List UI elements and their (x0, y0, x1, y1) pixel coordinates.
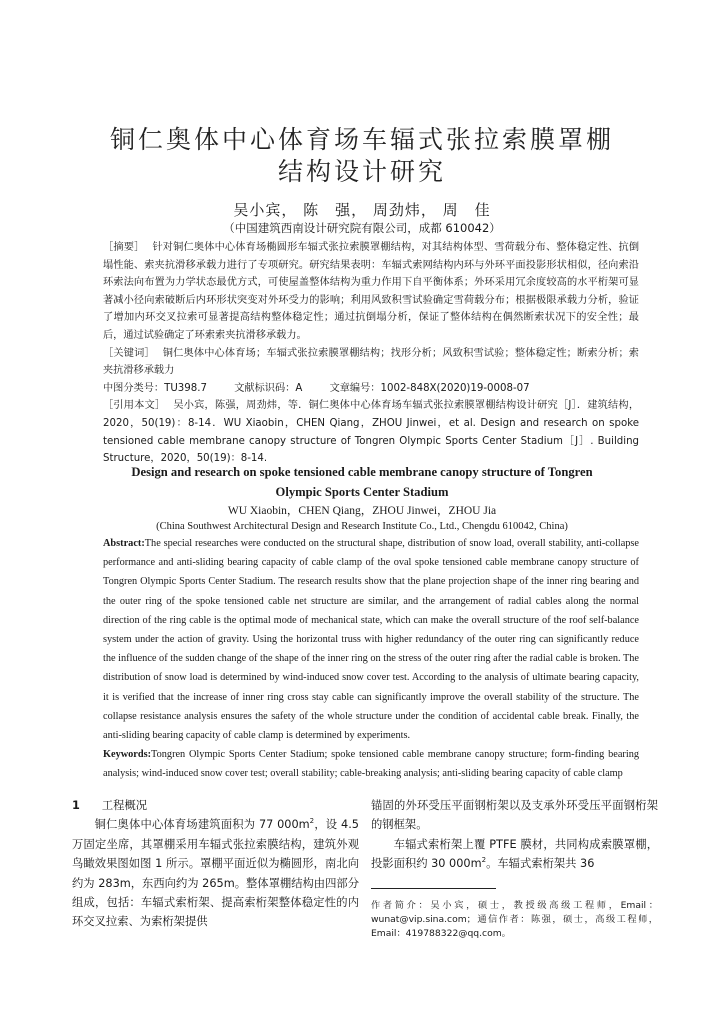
section-heading (72, 796, 359, 815)
keywords-cn (103, 345, 639, 380)
abstract-cn-text: 针对铜仁奥体中心体育场椭圆形车辐式张拉索膜罩棚结构，对其结构体型、雪荷载分布、整体稳定性、抗倒塌性能、索夹抗滑移承载力进行了专项研究。研究结果表明：车辐式索网结构内环与外环平面投影形状相似，径向索沿环索法向布置为力学状态最优方式，可使屋盖整体结构为重力作用下自平衡体系；外环采用冗余度较高的水平桁架可显著减小径向索破断后内环形状突变对外环受力的影响；利用风致积雪试验确定雪荷载分布；根据极限承载力分析，验证了增加内环交叉拉索可显著提高结构整体稳定性；通过抗倒塌分析，保证了整体结构在偶然断索状况下的安全性；最后，通过试验确定了环索索夹抗滑移承载力。 (103, 242, 640, 341)
title-cn-line1: 铜仁奥体中心体育场车辐式张拉索膜罩棚 (109, 125, 614, 154)
footnote-divider (371, 888, 496, 889)
body-column-right (371, 796, 658, 941)
citation-text: 吴小宾，陈强，周劲炜，等．铜仁奥体中心体育场车辐式张拉索膜罩棚结构设计研究［J］．建筑结构，2020，50(19)：8-14．WU Xiaobin，CHEN Qiang，ZHOU Jinwei，et al. Design and research on spoke tensioned cable membrane canopy structure of Tongren Olympic Sports Center Stadium［J］. Building Structure，2020，50(19)：8-14. (103, 400, 640, 465)
authors-cn: 吴小宾， 陈 强， 周劲炜， 周 佳 (233, 201, 491, 219)
body-paragraph (371, 835, 658, 874)
abstract-cn-block (103, 239, 639, 468)
clc-number: 中图分类号：TU398.7 (103, 382, 207, 394)
paper-title-cn (100, 124, 624, 188)
section-title: 工程概况 (101, 799, 148, 812)
body-paragraph-continued: 锚固的外环受压平面钢桁架以及支承外环受压平面钢桁架的钢框架。 (371, 799, 658, 832)
authors-en: WU Xiaobin，CHEN Qiang，ZHOU Jinwei，ZHOU Jia (227, 505, 497, 517)
para1-text-b: ，设 4.5 万固定坐席，其罩棚采用车辐式张拉索膜结构，建筑外观鸟瞰效果图如图 1 所示。罩棚平面近似为椭圆形，南北向约为 283m，东西向约为 265m。整体罩棚结构由四部分组成，包括：车辐式索桁架、提高索桁架整体稳定性的内环交叉拉索、为索桁架提供 (72, 818, 359, 929)
section-number: 1 (72, 799, 80, 812)
abstract-en-text: The special researches were conducted on the structural shape, distribution of snow load, overall stability, anti-collapse performance and anti-sliding bearing capacity of cable clamp of the oval spoke tensioned cable membrane canopy structure of Tongren Olympic Sports Center Stadium. The research results show that the plane projection shape of the inner ring bearing and the outer ring of the spoke tensioned cable net structure are similar, and the arrangement of radial cables along the normal direction of the ring cable is the optimal mode of mechanical state, which can make the overall structure of the roof self-balance system under the action of gravity. Using the horizontal truss with higher redundancy of the outer ring can significantly reduce the influence of the sudden change of the shape of the inner ring on the stress of the outer ring after the radial cable is broken. The distribution of snow load is determined by wind-induced snow cover test. According to the analysis of ultimate bearing capacity, it is verified that the increase of inner ring cross stay cable can significantly improve the overall stability of the structure. The collapse resistance analysis ensures the safety of the whole structure under the condition of accidental cable break. Finally, the anti-sliding bearing capacity of cable clamp is determined by experiments. (103, 538, 639, 742)
title-cn-line2: 结构设计研究 (277, 157, 446, 186)
abstract-en (103, 534, 639, 745)
keywords-en-text: Tongren Olympic Sports Center Stadium; spoke tensioned cable membrane canopy structure; form-finding bearing analysis; wind-induced snow cover test; overall stability; cable-breaking analysis; anti-sliding bearing capacity of cable clamp (103, 749, 639, 780)
keywords-en-label: Keywords: (103, 749, 152, 761)
para1-text-a: 铜仁奥体中心体育场建筑面积为 77 000m (94, 818, 310, 832)
superscript: 2 (309, 817, 315, 826)
body-paragraph (72, 815, 359, 931)
affiliation-cn: （中国建筑西南设计研究院有限公司，成都 610042） (223, 221, 501, 235)
classification-row (103, 380, 639, 398)
title-en-line1: Design and research on spoke tensioned cable membrane canopy structure of Tongren (131, 465, 593, 479)
citation (103, 397, 639, 467)
keywords-en (103, 745, 639, 783)
abstract-en-label: Abstract: (103, 538, 145, 549)
abstract-cn-label: ［摘要］ (103, 242, 145, 253)
superscript: 2 (481, 856, 487, 865)
abstract-cn (103, 239, 639, 345)
document-code: 文献标识码：A (234, 382, 303, 394)
affiliation-en: (China Southwest Architectural Design and Research Institute Co., Ltd., Chengdu 610042, China) (156, 521, 568, 532)
paper-title-en (100, 462, 624, 502)
keywords-cn-label: ［关键词］ (103, 347, 155, 359)
body-column-left (72, 796, 359, 932)
abstract-en-block (103, 534, 639, 784)
keywords-cn-text: 铜仁奥体中心体育场；车辐式张拉索膜罩棚结构；找形分析；风致积雪试验；整体稳定性；断索分析；索夹抗滑移承载力 (103, 347, 639, 377)
para2-text-a: 车辐式索桁架上覆 PTFE 膜材，共同构成索膜罩棚，投影面积约 30 000m (371, 837, 658, 871)
article-number: 文章编号：1002-848X(2020)19-0008-07 (329, 382, 530, 394)
title-en-line2: Olympic Sports Center Stadium (275, 485, 449, 499)
para2-text-b: 。车辐式索桁架共 36 (486, 857, 595, 871)
citation-label: ［引用本文］ (103, 400, 166, 412)
author-footnote: 作者简介：吴小宾，硕士，教授级高级工程师，Email：wunat@vip.sina.com；通信作者：陈强，硕士，高级工程师，Email：419788322@qq.com。 (371, 899, 658, 940)
